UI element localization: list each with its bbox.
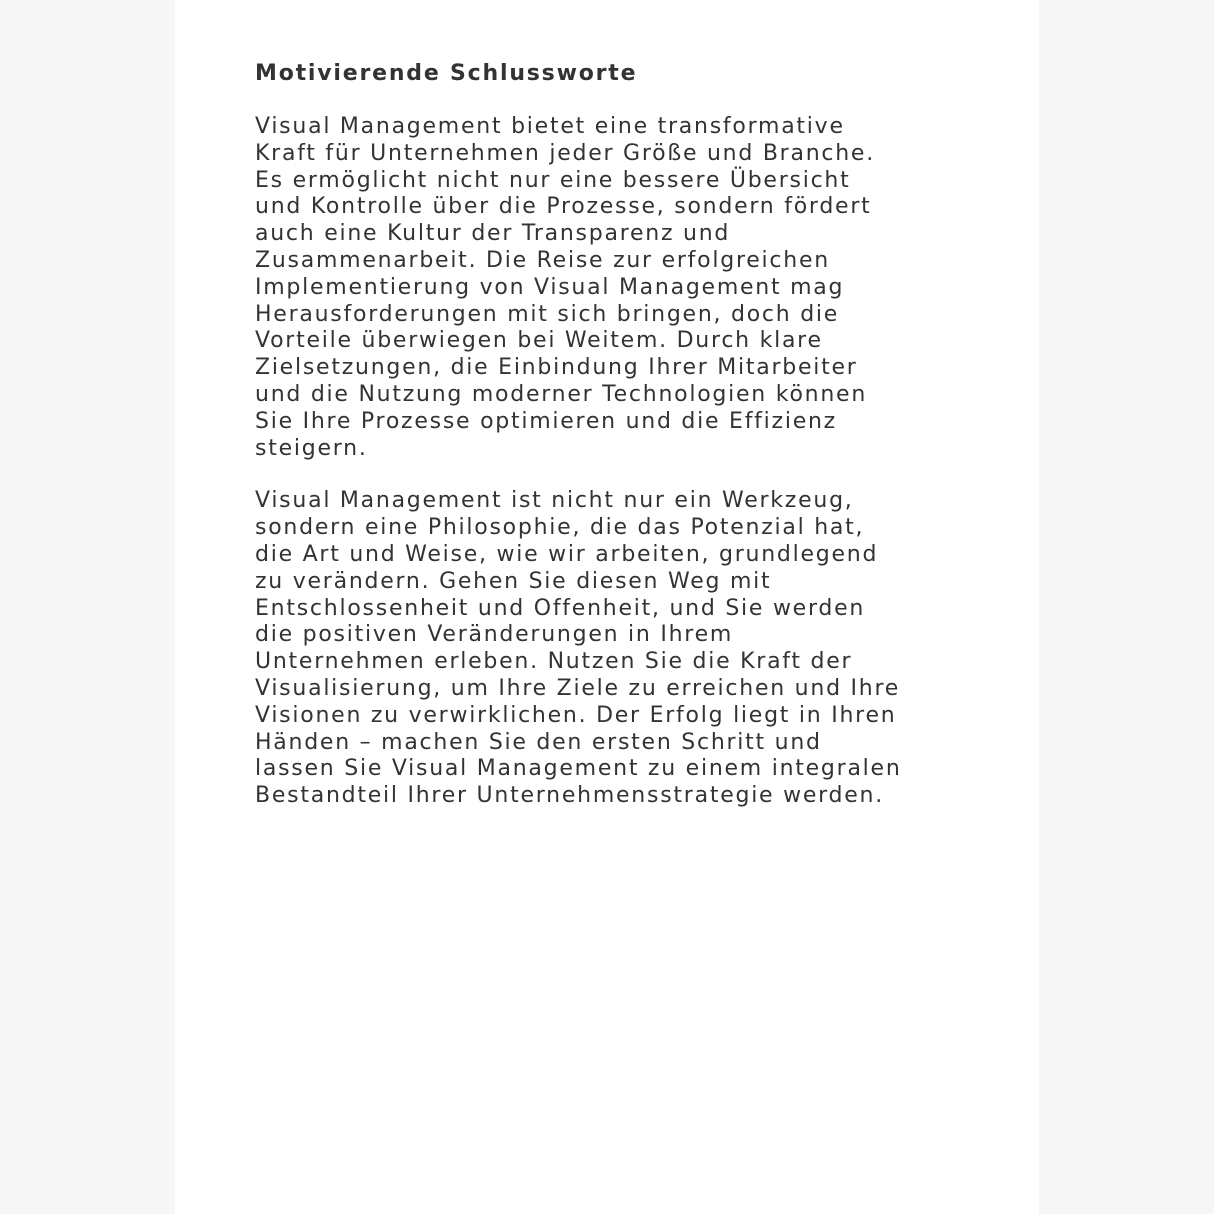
text-line: und die Nutzung moderner Technologien können bbox=[255, 381, 868, 407]
page-content bbox=[255, 58, 965, 810]
text-line: die Art und Weise, wie wir arbeiten, grundlegend bbox=[255, 541, 879, 567]
text-line: auch eine Kultur der Transparenz und bbox=[255, 221, 731, 247]
text-line: Sie Ihre Prozesse optimieren und die Effizienz bbox=[255, 408, 837, 434]
text-line: Vorteile überwiegen bei Weitem. Durch klare bbox=[255, 328, 823, 354]
text-line: Herausforderungen mit sich bringen, doch die bbox=[255, 301, 840, 327]
text-line: und Kontrolle über die Prozesse, sondern fördert bbox=[255, 194, 872, 220]
text-line: Zusammenarbeit. Die Reise zur erfolgreichen bbox=[255, 247, 830, 273]
text-line: Visual Management bietet eine transformative bbox=[255, 114, 845, 139]
paragraph-2 bbox=[255, 488, 965, 810]
text-line: Unternehmen erleben. Nutzen Sie die Kraft der bbox=[255, 649, 853, 675]
text-line: die positiven Veränderungen in Ihrem bbox=[255, 622, 734, 648]
text-line: Visual Management ist nicht nur ein Werkzeug, bbox=[255, 488, 854, 514]
text-line: steigern. bbox=[255, 435, 368, 461]
section-heading: Motivierende Schlussworte bbox=[255, 61, 638, 86]
text-line: Zielsetzungen, die Einbindung Ihrer Mitarbeiter bbox=[255, 355, 858, 381]
text-line: Händen – machen Sie den ersten Schritt und bbox=[255, 729, 822, 755]
text-line: Entschlossenheit und Offenheit, und Sie werden bbox=[255, 595, 866, 621]
text-line: Es ermöglicht nicht nur eine bessere Übersicht bbox=[255, 167, 851, 193]
text-line: lassen Sie Visual Management zu einem integralen bbox=[255, 756, 902, 782]
text-line: zu verändern. Gehen Sie diesen Weg mit bbox=[255, 568, 772, 594]
paragraph-1 bbox=[255, 114, 965, 462]
text-line: sondern eine Philosophie, die das Potenzial hat, bbox=[255, 515, 865, 541]
text-line: Implementierung von Visual Management mag bbox=[255, 274, 845, 300]
text-line: Kraft für Unternehmen jeder Größe und Branche. bbox=[255, 140, 875, 166]
text-line: Visionen zu verwirklichen. Der Erfolg liegt in Ihren bbox=[255, 702, 897, 728]
document-page bbox=[175, 0, 1039, 1214]
text-line: Visualisierung, um Ihre Ziele zu erreichen und Ihre bbox=[255, 675, 901, 701]
text-line: Bestandteil Ihrer Unternehmensstrategie werden. bbox=[255, 783, 884, 809]
